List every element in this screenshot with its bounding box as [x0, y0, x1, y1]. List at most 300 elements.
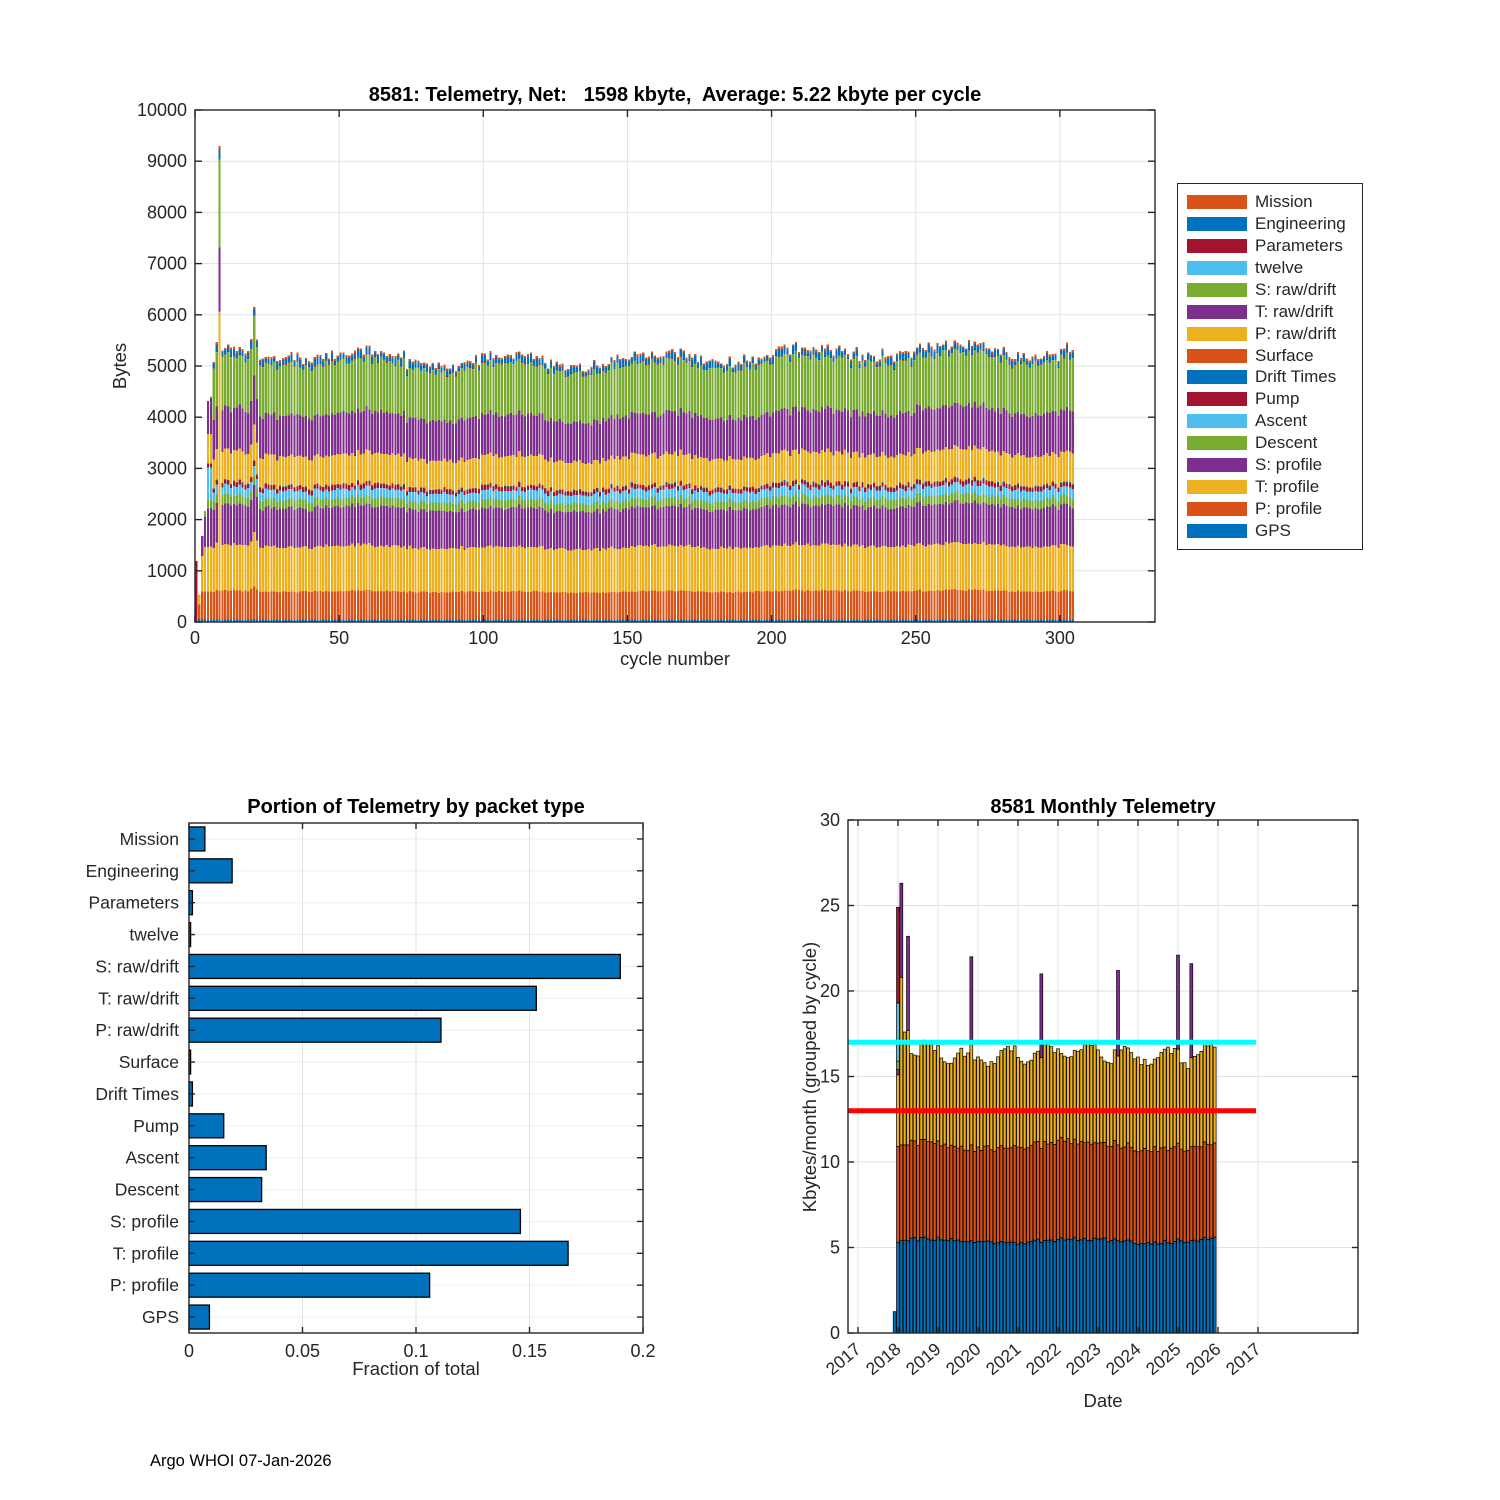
bar-segment [884, 455, 886, 485]
bar-segment [821, 407, 823, 450]
bar-segment [804, 349, 806, 354]
bar-segment [709, 360, 711, 361]
bar-segment [1003, 504, 1005, 545]
bar-segment [639, 485, 641, 488]
bar-segment [412, 492, 414, 502]
bar-segment [628, 548, 630, 592]
bar-segment [694, 499, 696, 508]
bar-segment [386, 412, 388, 454]
bar-segment [700, 508, 702, 548]
bar-segment [406, 512, 408, 549]
bar-segment [982, 351, 984, 403]
bar-segment [709, 362, 711, 368]
bar-segment [665, 497, 667, 506]
bar-segment [616, 415, 618, 456]
bar-segment [832, 456, 834, 486]
bar-segment [913, 489, 915, 499]
bar-segment [815, 350, 817, 353]
bar-segment [224, 348, 226, 350]
bar-segment [668, 590, 670, 619]
bar-segment [590, 505, 592, 513]
bar-segment [305, 591, 307, 619]
bar-segment [461, 488, 463, 489]
bar-segment [432, 460, 434, 490]
bar-segment [556, 504, 558, 512]
bar-segment [657, 509, 659, 547]
bar-segment [233, 357, 235, 408]
bar-segment [290, 498, 292, 506]
bar-segment [988, 486, 990, 496]
bar-segment [818, 360, 820, 361]
bar-segment [841, 591, 843, 619]
bar-segment [1017, 505, 1019, 545]
bar-segment [233, 349, 235, 356]
bar-segment [749, 592, 751, 620]
bar-segment [524, 500, 526, 508]
bar-segment [985, 485, 987, 495]
bar-segment [1054, 484, 1056, 485]
bar-segment [285, 548, 287, 592]
bar-segment [512, 547, 514, 591]
bar-segment [795, 501, 797, 542]
bar-segment [1034, 508, 1036, 546]
bar-segment [579, 549, 581, 593]
bar-segment [876, 491, 878, 501]
bar-segment [538, 365, 540, 413]
bar-segment [965, 356, 967, 407]
category-label: S: raw/drift [95, 956, 179, 977]
bar-segment [302, 488, 304, 492]
bar-segment [553, 374, 555, 421]
bar-segment [518, 496, 520, 504]
bar-segment [619, 549, 621, 592]
bar-segment [824, 452, 826, 482]
bar-segment [835, 358, 837, 359]
bar-segment [507, 355, 509, 357]
x-tick-label: 150 [612, 628, 643, 648]
bar-segment [394, 414, 396, 455]
bar-segment [642, 353, 644, 355]
bar-segment [755, 547, 757, 591]
bar-segment [348, 546, 350, 591]
bar-segment [224, 406, 226, 449]
bar-segment [671, 349, 673, 351]
bar-segment [524, 417, 526, 458]
bar-segment [518, 358, 520, 359]
bar-segment [795, 350, 797, 351]
bar-segment [795, 449, 797, 479]
bar-segment [374, 499, 376, 508]
bar-segment [510, 413, 512, 455]
bar-segment [858, 368, 860, 416]
bar-segment [619, 592, 621, 619]
bar-segment [798, 486, 800, 490]
bar-segment [345, 591, 347, 620]
bar-segment [974, 344, 976, 350]
bar-segment [734, 547, 736, 592]
bar-segment [815, 352, 817, 357]
bar-segment [394, 507, 396, 545]
bar-segment [1005, 506, 1007, 546]
bar-segment [1031, 548, 1033, 592]
bar-segment [331, 353, 333, 360]
bar-segment [867, 546, 869, 591]
bar-segment [613, 592, 615, 620]
bar-segment [236, 351, 238, 353]
bar-segment [279, 456, 281, 486]
bar-segment [737, 591, 739, 619]
bar-segment [732, 510, 734, 549]
bar-segment [792, 486, 794, 496]
bar-segment [455, 497, 457, 505]
bar-segment [905, 413, 907, 456]
bar-segment [319, 486, 321, 490]
bar-segment [487, 362, 489, 365]
bar-segment [775, 351, 777, 355]
bar-segment [691, 547, 693, 591]
bar-segment [250, 349, 252, 401]
bar-segment [1060, 354, 1062, 355]
bar-segment [351, 484, 353, 488]
bar-segment [412, 364, 414, 369]
bar-segment [804, 591, 806, 619]
bar-segment [559, 364, 561, 366]
bar-segment [409, 488, 411, 492]
bar-segment [760, 486, 762, 489]
bar-segment [1037, 501, 1039, 509]
bar-segment [850, 368, 852, 417]
bar-segment [247, 359, 249, 413]
bar-segment [1003, 495, 1005, 504]
bar-segment [988, 482, 990, 487]
bar-segment [982, 447, 984, 478]
bar-segment [1008, 592, 1010, 620]
bar-segment [622, 457, 624, 487]
bar-segment [798, 354, 800, 357]
bar-segment [925, 452, 927, 482]
bar-segment [743, 457, 745, 487]
bar-segment [812, 349, 814, 354]
bar-segment [873, 505, 875, 545]
bar-segment [743, 508, 745, 547]
bar-segment [432, 502, 434, 510]
bar-segment [703, 510, 705, 547]
bar-segment [218, 248, 220, 312]
bar-segment [1023, 353, 1025, 355]
bar-segment [487, 592, 489, 620]
bar-segment [233, 496, 235, 504]
bar-segment [342, 592, 344, 620]
bar-segment [585, 464, 587, 492]
bar-segment [835, 409, 837, 451]
bar-segment [671, 590, 673, 619]
bar-segment [389, 413, 391, 455]
bar-segment [654, 483, 656, 484]
bar-segment [824, 409, 826, 452]
bar-segment [533, 456, 535, 485]
bar-segment [417, 549, 419, 592]
bar-segment [593, 360, 595, 362]
bar-segment [521, 363, 523, 415]
bar-segment [348, 414, 350, 456]
bar-segment [553, 463, 555, 492]
bar-segment [227, 347, 229, 352]
bar-segment [302, 547, 304, 591]
bar-segment [221, 357, 223, 411]
bar-segment [746, 509, 748, 548]
bar-segment [974, 501, 976, 543]
bar-segment [634, 547, 636, 592]
bar-segment [916, 502, 918, 543]
y-tick-label: 1000 [146, 560, 187, 581]
bar-segment [1069, 410, 1071, 451]
bar-segment [841, 412, 843, 454]
bar-segment [472, 369, 474, 417]
bar-segment [789, 456, 791, 486]
bar-segment [331, 351, 333, 353]
bar-segment [293, 366, 295, 367]
bar-segment [685, 498, 687, 507]
bar-segment [870, 591, 872, 619]
bar-segment [809, 351, 811, 353]
bar-segment [916, 355, 918, 405]
bar-segment [1011, 487, 1013, 491]
bar-segment [631, 363, 633, 411]
bar-segment [247, 591, 249, 619]
bar-segment [835, 359, 837, 410]
bar-segment [982, 483, 984, 493]
bar-segment [363, 505, 365, 543]
bar-segment [752, 548, 754, 592]
bar-segment [553, 367, 555, 373]
bar-segment [835, 545, 837, 590]
bar-segment [296, 547, 298, 592]
bar-segment [662, 455, 664, 486]
bar-segment [893, 370, 895, 418]
bar-segment [962, 482, 964, 487]
bar-segment [994, 545, 996, 591]
bar-segment [403, 352, 405, 357]
bar-segment [342, 411, 344, 454]
bar-segment [536, 359, 538, 366]
bar-segment [544, 363, 546, 365]
bar-segment [746, 458, 748, 487]
bar-segment [939, 409, 941, 451]
bar-segment [345, 484, 347, 488]
bar-segment [890, 357, 892, 364]
bar-segment [293, 492, 295, 502]
bar-segment [781, 496, 783, 505]
bar-segment [461, 508, 463, 546]
bar-segment [951, 353, 953, 406]
bar-segment [884, 490, 886, 498]
bar-segment [714, 489, 716, 493]
bar-segment [798, 358, 800, 412]
bar-segment [792, 354, 794, 407]
bar-segment [495, 363, 497, 364]
bar-segment [389, 498, 391, 507]
bar-segment [564, 370, 566, 372]
bar-segment [250, 478, 252, 482]
bar-segment [697, 364, 699, 368]
bar-segment [602, 488, 604, 492]
category-label: Descent [114, 1179, 179, 1200]
bar-segment [458, 368, 460, 371]
bar-segment [299, 508, 301, 548]
bar-segment [262, 358, 264, 360]
bar-segment [1000, 357, 1002, 363]
bar-segment [853, 353, 855, 357]
bar-segment [775, 483, 777, 484]
bar-segment [723, 373, 725, 421]
bar-segment [259, 361, 261, 365]
bar-segment [533, 486, 535, 490]
bar-segment [469, 459, 471, 489]
bar-segment [1029, 492, 1031, 501]
bar-segment [267, 364, 269, 414]
bar-segment [994, 483, 996, 484]
bar-segment [236, 506, 238, 545]
bar-segment [792, 450, 794, 481]
bar-segment [582, 511, 584, 550]
bar-segment [792, 505, 794, 545]
bar-segment [850, 368, 852, 369]
bar-segment [910, 416, 912, 457]
bar-segment [930, 506, 932, 546]
bar-segment [201, 556, 203, 591]
bar-segment [339, 490, 341, 499]
bar-segment [734, 367, 736, 372]
bar-segment [884, 413, 886, 455]
category-label: Ascent [125, 1147, 179, 1168]
bar-segment [1034, 456, 1036, 486]
bar-segment [455, 371, 457, 373]
bar-segment [1020, 592, 1022, 620]
bar-segment [651, 454, 653, 484]
bar-segment [351, 360, 353, 361]
bar-segment [380, 545, 382, 591]
bar-segment [265, 413, 267, 453]
bar-segment [743, 487, 745, 488]
bar-segment [512, 364, 514, 365]
bar-segment [717, 502, 719, 510]
bar-segment [671, 498, 673, 506]
bar-segment [273, 507, 275, 546]
bar-segment [507, 509, 509, 547]
bar-segment [896, 499, 898, 508]
bar-segment [789, 490, 791, 498]
bar-segment [435, 368, 437, 370]
bar-segment [922, 489, 924, 499]
bar-segment [789, 498, 791, 507]
bar-segment [305, 509, 307, 546]
bar-segment [438, 490, 440, 494]
bar-segment [241, 591, 243, 619]
bar-segment [890, 492, 892, 500]
bar-segment [1020, 510, 1022, 548]
bar-segment [345, 546, 347, 591]
bar-segment [472, 489, 474, 493]
bar-segment [783, 347, 785, 353]
bar-segment [1023, 547, 1025, 592]
bar-segment [501, 508, 503, 547]
bar-segment [622, 417, 624, 457]
bar-segment [550, 491, 552, 500]
bar-segment [1008, 414, 1010, 455]
bar-segment [861, 411, 863, 453]
bar-segment [634, 499, 636, 508]
bar-segment [484, 485, 486, 490]
bar-segment [1020, 364, 1022, 414]
bar-segment [602, 492, 604, 501]
bar-segment [455, 463, 457, 492]
bar-segment [573, 372, 575, 373]
bar-segment [683, 360, 685, 412]
bar-segment [772, 487, 774, 496]
bar-segment [930, 484, 932, 485]
bar-segment [1063, 452, 1065, 482]
bar-segment [991, 356, 993, 357]
bar-segment [438, 494, 440, 503]
bar-segment [290, 355, 292, 362]
bar-segment [564, 372, 566, 377]
bar-segment [812, 482, 814, 487]
bar-segment [550, 488, 552, 491]
bar-segment [582, 423, 584, 463]
bar-segment [1046, 353, 1048, 359]
bar-segment [449, 489, 451, 490]
bar-segment [216, 480, 218, 481]
bar-segment [590, 550, 592, 592]
bar-segment [322, 367, 324, 416]
bar-segment [414, 458, 416, 487]
bar-segment [363, 453, 365, 483]
bar-segment [449, 368, 451, 370]
bar-segment [221, 545, 223, 591]
bar-segment [755, 502, 757, 510]
bar-segment [533, 359, 535, 360]
bar-segment [561, 371, 563, 422]
bar-segment [466, 460, 468, 489]
bar-segment [538, 484, 540, 485]
bar-segment [758, 488, 760, 489]
bar-segment [478, 365, 480, 367]
bar-segment [913, 485, 915, 486]
bar-segment [1029, 368, 1031, 418]
bar-segment [599, 367, 601, 369]
bar-segment [651, 359, 653, 413]
bar-segment [685, 413, 687, 454]
bar-segment [1029, 458, 1031, 488]
bar-segment [786, 496, 788, 505]
bar-segment [786, 482, 788, 483]
bar-segment [838, 591, 840, 619]
bar-segment [734, 511, 736, 548]
bar-segment [1040, 509, 1042, 547]
bar-segment [608, 489, 610, 493]
bar-segment [703, 370, 705, 418]
bar-segment [876, 547, 878, 591]
bar-segment [856, 544, 858, 590]
bar-segment [642, 507, 644, 546]
bar-segment [786, 545, 788, 590]
bar-segment [884, 359, 886, 363]
bar-segment [354, 351, 356, 354]
bar-segment [247, 484, 249, 488]
bar-segment [982, 342, 984, 343]
bar-segment [977, 480, 979, 481]
bar-segment [899, 592, 901, 620]
